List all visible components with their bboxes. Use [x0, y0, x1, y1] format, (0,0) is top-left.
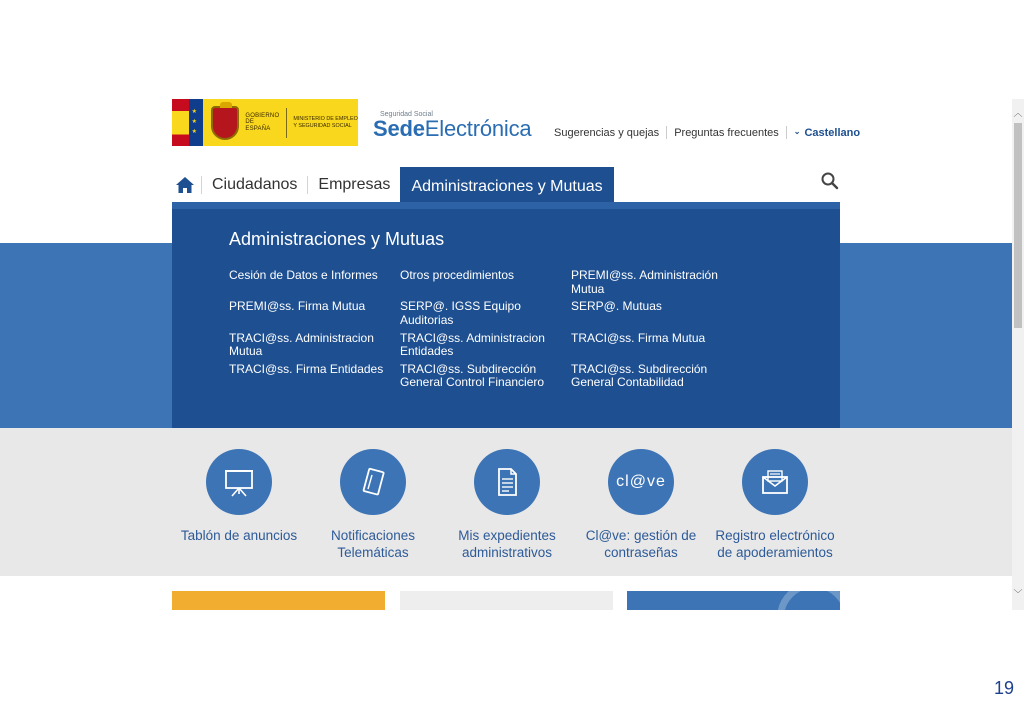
service-circle[interactable] — [742, 449, 808, 515]
service-label[interactable] — [574, 527, 708, 561]
mega-link[interactable]: SERP@. IGSS Equipo Auditorias — [400, 299, 521, 327]
service-circle[interactable] — [340, 449, 406, 515]
brand-small-text: Seguridad Social — [380, 111, 433, 118]
service-tablon[interactable] — [172, 449, 306, 561]
scroll-up-icon[interactable]: ︿ — [1013, 109, 1023, 119]
mega-link[interactable]: PREMI@ss. Firma Mutua — [229, 299, 366, 314]
mega-link[interactable]: TRACI@ss. Subdirección General Contabilidad — [571, 361, 708, 390]
brand-electronica: Electrónica — [424, 116, 532, 141]
brand-main-text — [373, 118, 531, 140]
service-circle[interactable] — [206, 449, 272, 515]
service-label-line1: Mis expedientes — [458, 528, 556, 543]
page-number: 19 — [993, 678, 1014, 698]
service-label-line2: Telemáticas — [337, 545, 409, 560]
mega-link[interactable]: SERP@. Mutuas — [571, 299, 662, 314]
promo-card-blue[interactable] — [627, 591, 840, 610]
service-label-line1: Cl@ve: gestión de — [585, 528, 697, 543]
nav-administraciones[interactable]: Administraciones y Mutuas — [400, 167, 613, 207]
nav-ciudadanos[interactable]: Ciudadanos — [212, 176, 298, 193]
promo-card-orange[interactable] — [172, 591, 385, 610]
sede-electronica-logo[interactable] — [373, 111, 531, 140]
mega-link[interactable]: TRACI@ss. Administracion Entidades — [400, 330, 545, 359]
browser-viewport — [0, 99, 1024, 610]
service-label-line2: contraseñas — [604, 545, 678, 560]
ministerio-text: MINISTERIO DE EMPLEO Y SEGURIDAD SOCIAL — [293, 116, 358, 129]
brand-sede: Sede — [373, 116, 425, 141]
service-expedientes[interactable] — [440, 449, 574, 561]
main-nav — [172, 167, 840, 203]
logo-divider — [286, 108, 287, 138]
service-registro[interactable] — [708, 449, 842, 561]
service-clave[interactable] — [574, 449, 708, 561]
top-links — [554, 126, 860, 139]
noticeboard-icon — [222, 465, 256, 499]
mega-link[interactable]: PREMI@ss. Administración Mutua — [571, 268, 718, 296]
mega-menu-title: Administraciones y Mutuas — [229, 229, 445, 249]
eu-stars-icon — [189, 99, 204, 146]
gobierno-logo[interactable] — [172, 99, 358, 146]
sugerencias-link[interactable]: Sugerencias y quejas — [554, 126, 660, 139]
envelope-icon — [758, 465, 792, 499]
promo-card-gray[interactable] — [400, 591, 613, 610]
gobierno-text: GOBIERNO DE ESPAÑA — [245, 112, 280, 132]
scroll-down-icon[interactable]: ﹀ — [1013, 590, 1023, 600]
clave-icon: cl@ve — [616, 473, 666, 490]
spain-flag-icon — [172, 99, 189, 146]
coat-of-arms-icon — [211, 106, 239, 140]
mega-menu — [172, 202, 840, 428]
preguntas-link[interactable]: Preguntas frecuentes — [674, 126, 779, 139]
chevron-down-icon: ⌄ — [793, 127, 801, 136]
mega-link[interactable]: TRACI@ss. Subdirección General Control Financiero — [400, 361, 545, 390]
notification-icon — [356, 465, 390, 499]
mega-link[interactable]: Otros procedimientos — [400, 268, 515, 282]
mega-link[interactable]: TRACI@ss. Administracion Mutua — [229, 330, 374, 359]
vertical-scrollbar[interactable] — [1012, 99, 1024, 610]
nav-empresas[interactable]: Empresas — [318, 176, 391, 193]
document-icon — [490, 465, 524, 499]
home-icon[interactable] — [174, 175, 196, 195]
service-label[interactable] — [708, 527, 842, 561]
services-row — [172, 449, 840, 561]
service-label-line1: Registro electrónico — [715, 528, 835, 543]
mega-link[interactable]: Cesión de Datos e Informes — [229, 268, 378, 282]
service-circle[interactable] — [608, 449, 674, 515]
scroll-thumb[interactable] — [1014, 123, 1022, 328]
service-label-line1: Notificaciones — [330, 528, 416, 543]
service-label[interactable] — [440, 527, 574, 561]
service-label[interactable] — [306, 527, 440, 561]
mega-link[interactable]: TRACI@ss. Firma Entidades — [229, 361, 384, 376]
language-selector[interactable] — [787, 127, 860, 139]
search-icon[interactable] — [820, 171, 840, 191]
service-label-line2: de apoderamientos — [717, 545, 833, 560]
service-notificaciones[interactable] — [306, 449, 440, 561]
mega-link[interactable]: TRACI@ss. Firma Mutua — [571, 330, 706, 345]
service-label[interactable] — [172, 527, 306, 544]
service-label-line2: administrativos — [461, 545, 553, 560]
service-circle[interactable] — [474, 449, 540, 515]
language-label: Castellano — [804, 126, 861, 139]
mega-menu-links — [229, 269, 731, 394]
service-label-line1: Tablón de anuncios — [180, 528, 298, 543]
